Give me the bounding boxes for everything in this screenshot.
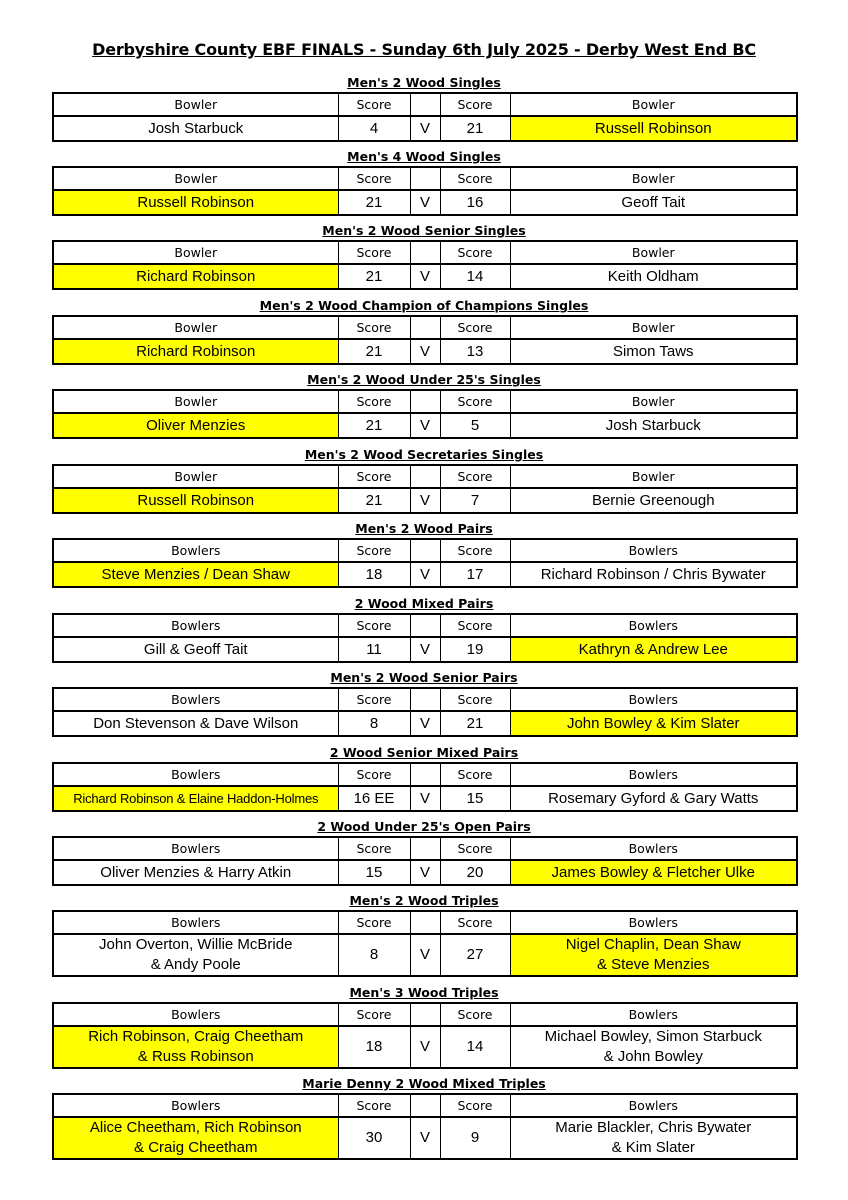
right-score: 13 [440,339,510,364]
score-header: Score [440,167,510,190]
vs-label: V [410,116,440,141]
right-bowler: Simon Taws [510,339,797,364]
right-bowlers-line2: & John Bowley [603,1048,703,1065]
result-row [53,1117,797,1159]
section-heading: Men's 2 Wood Pairs [355,521,493,536]
match-table [52,240,798,290]
result-row [53,116,797,141]
section-heading: 2 Wood Mixed Pairs [354,596,494,611]
bowlers-header: Bowlers [510,1003,797,1026]
section-heading: Men's 2 Wood Secretaries Singles [304,447,544,462]
left-score: 4 [338,116,410,141]
vs-spacer [410,316,440,339]
right-score: 5 [440,413,510,438]
bowlers-header: Bowlers [510,539,797,562]
result-row [53,488,797,513]
left-bowlers-line2: & Andy Poole [150,956,241,973]
section-heading: Men's 4 Wood Singles [347,149,501,164]
left-bowlers-winner: Richard Robinson & Elaine Haddon-Holmes [53,786,338,811]
left-bowler-winner: Oliver Menzies [53,413,338,438]
match-table [52,762,798,812]
vs-spacer [410,167,440,190]
score-header: Score [440,763,510,786]
bowler-header: Bowler [510,316,797,339]
left-score: 21 [338,413,410,438]
header-row [53,539,797,562]
vs-label: V [410,413,440,438]
bowlers-header: Bowlers [53,837,338,860]
right-score: 21 [440,711,510,736]
bowler-header: Bowler [510,465,797,488]
score-header: Score [338,1094,410,1117]
score-header: Score [440,316,510,339]
right-score: 7 [440,488,510,513]
vs-spacer [410,539,440,562]
bowlers-header: Bowlers [53,911,338,934]
right-score: 14 [440,264,510,289]
result-row [53,413,797,438]
left-bowlers-line2: & Craig Cheetham [134,1139,258,1156]
right-bowlers-line2: & Steve Menzies [596,956,710,973]
match-table [52,315,798,365]
score-header: Score [440,241,510,264]
right-bowlers-winner: John Bowley & Kim Slater [510,711,797,736]
right-bowler-winner: Russell Robinson [510,116,797,141]
vs-spacer [410,1003,440,1026]
vs-spacer [410,1094,440,1117]
match-table [52,836,798,886]
vs-spacer [410,688,440,711]
bowler-header: Bowler [53,316,338,339]
vs-spacer [410,614,440,637]
vs-label: V [410,190,440,215]
bowlers-header: Bowlers [510,1094,797,1117]
section-heading: 2 Wood Senior Mixed Pairs [329,745,519,760]
right-bowlers: Rosemary Gyford & Gary Watts [510,786,797,811]
score-header: Score [338,763,410,786]
left-bowlers-winner [53,1026,338,1068]
bowler-header: Bowler [53,241,338,264]
score-header: Score [440,1094,510,1117]
left-score: 21 [338,339,410,364]
result-row [53,562,797,587]
right-score: 19 [440,637,510,662]
section-heading: Marie Denny 2 Wood Mixed Triples [302,1076,546,1091]
score-header: Score [338,390,410,413]
left-score: 18 [338,1026,410,1068]
bowlers-header: Bowlers [510,837,797,860]
header-row [53,93,797,116]
right-bowlers-line1: Nigel Chaplin, Dean Shaw [565,936,741,953]
match-table [52,687,798,737]
bowlers-header: Bowlers [53,1094,338,1117]
right-bowlers-line2: & Kim Slater [611,1139,695,1156]
vs-label: V [410,637,440,662]
header-row [53,241,797,264]
score-header: Score [440,390,510,413]
vs-label: V [410,264,440,289]
bowler-header: Bowler [510,241,797,264]
right-bowler: Keith Oldham [510,264,797,289]
score-header: Score [338,911,410,934]
bowlers-header: Bowlers [510,911,797,934]
vs-label: V [410,1117,440,1159]
score-header: Score [338,465,410,488]
match-table [52,389,798,439]
score-header: Score [338,1003,410,1026]
left-bowler-winner: Russell Robinson [53,488,338,513]
left-bowlers-line1: Alice Cheetham, Rich Robinson [89,1119,302,1136]
match-table [52,1002,798,1069]
left-score: 21 [338,190,410,215]
left-score: 8 [338,934,410,976]
header-row [53,465,797,488]
left-bowlers: Oliver Menzies & Harry Atkin [53,860,338,885]
score-header: Score [338,614,410,637]
vs-spacer [410,93,440,116]
left-bowlers-winner: Steve Menzies / Dean Shaw [53,562,338,587]
right-bowlers-winner: Kathryn & Andrew Lee [510,637,797,662]
bowler-header: Bowler [53,167,338,190]
score-header: Score [440,93,510,116]
vs-spacer [410,837,440,860]
result-row [53,711,797,736]
header-row [53,763,797,786]
right-bowlers [510,1117,797,1159]
right-bowler: Bernie Greenough [510,488,797,513]
score-header: Score [440,837,510,860]
match-table [52,92,798,142]
bowler-header: Bowler [53,390,338,413]
vs-label: V [410,934,440,976]
header-row [53,911,797,934]
result-row [53,934,797,976]
right-score: 14 [440,1026,510,1068]
right-score: 20 [440,860,510,885]
result-row [53,339,797,364]
bowlers-header: Bowlers [53,688,338,711]
left-bowlers-line1: John Overton, Willie McBride [99,936,293,953]
match-table [52,538,798,588]
left-bowler: Josh Starbuck [53,116,338,141]
score-header: Score [440,539,510,562]
score-header: Score [440,465,510,488]
vs-spacer [410,911,440,934]
header-row [53,688,797,711]
bowlers-header: Bowlers [53,1003,338,1026]
result-row [53,637,797,662]
score-header: Score [338,837,410,860]
right-bowlers-winner [510,934,797,976]
right-bowlers-line1: Michael Bowley, Simon Starbuck [544,1028,762,1045]
vs-label: V [410,786,440,811]
score-header: Score [338,93,410,116]
right-score: 9 [440,1117,510,1159]
left-bowler-winner: Richard Robinson [53,264,338,289]
vs-spacer [410,763,440,786]
bowler-header: Bowler [510,390,797,413]
header-row [53,316,797,339]
score-header: Score [338,316,410,339]
section-heading: Men's 2 Wood Champion of Champions Singles [259,298,589,313]
section-heading: Men's 2 Wood Under 25's Singles [307,372,541,387]
vs-spacer [410,241,440,264]
section-heading: Men's 3 Wood Triples [349,985,499,1000]
right-score: 16 [440,190,510,215]
result-row [53,860,797,885]
left-bowlers: Don Stevenson & Dave Wilson [53,711,338,736]
match-table [52,910,798,977]
result-row [53,264,797,289]
header-row [53,614,797,637]
section-heading: Men's 2 Wood Singles [347,75,501,90]
header-row [53,1003,797,1026]
match-table [52,464,798,514]
match-table [52,166,798,216]
result-row [53,1026,797,1068]
bowler-header: Bowler [510,93,797,116]
right-bowlers-winner: James Bowley & Fletcher Ulke [510,860,797,885]
bowler-header: Bowler [53,465,338,488]
vs-label: V [410,1026,440,1068]
right-bowlers [510,1026,797,1068]
bowlers-header: Bowlers [53,614,338,637]
vs-spacer [410,390,440,413]
left-score: 15 [338,860,410,885]
left-score: 8 [338,711,410,736]
score-header: Score [338,241,410,264]
vs-label: V [410,562,440,587]
vs-label: V [410,711,440,736]
left-score: 21 [338,264,410,289]
right-bowler: Geoff Tait [510,190,797,215]
header-row [53,837,797,860]
score-header: Score [338,167,410,190]
header-row [53,167,797,190]
bowlers-header: Bowlers [53,539,338,562]
right-score: 15 [440,786,510,811]
bowlers-header: Bowlers [53,763,338,786]
left-bowler-winner: Richard Robinson [53,339,338,364]
score-header: Score [440,614,510,637]
left-bowler-winner: Russell Robinson [53,190,338,215]
right-score: 21 [440,116,510,141]
header-row [53,1094,797,1117]
result-row [53,190,797,215]
score-header: Score [338,539,410,562]
vs-label: V [410,339,440,364]
bowlers-header: Bowlers [510,614,797,637]
match-table [52,613,798,663]
header-row [53,390,797,413]
right-bowler: Josh Starbuck [510,413,797,438]
right-bowlers: Richard Robinson / Chris Bywater [510,562,797,587]
section-heading: 2 Wood Under 25's Open Pairs [317,819,531,834]
score-header: Score [338,688,410,711]
section-heading: Men's 2 Wood Triples [349,893,499,908]
bowlers-header: Bowlers [510,763,797,786]
left-score: 21 [338,488,410,513]
match-table [52,1093,798,1160]
section-heading: Men's 2 Wood Senior Pairs [330,670,518,685]
left-bowlers: Gill & Geoff Tait [53,637,338,662]
left-score: 11 [338,637,410,662]
left-bowlers-line2: & Russ Robinson [137,1048,254,1065]
bowler-header: Bowler [510,167,797,190]
vs-spacer [410,465,440,488]
vs-label: V [410,860,440,885]
right-score: 17 [440,562,510,587]
score-header: Score [440,688,510,711]
score-header: Score [440,911,510,934]
left-bowlers-line1: Rich Robinson, Craig Cheetham [88,1028,304,1045]
left-bowlers-winner [53,1117,338,1159]
left-score: 18 [338,562,410,587]
vs-label: V [410,488,440,513]
right-bowlers-line1: Marie Blackler, Chris Bywater [555,1119,752,1136]
score-header: Score [440,1003,510,1026]
section-heading: Men's 2 Wood Senior Singles [322,223,526,238]
left-bowlers [53,934,338,976]
page-title: Derbyshire County EBF FINALS - Sunday 6th July 2025 - Derby West End BC [92,40,756,59]
right-score: 27 [440,934,510,976]
left-score: 30 [338,1117,410,1159]
bowler-header: Bowler [53,93,338,116]
result-row [53,786,797,811]
left-score: 16 EE [338,786,410,811]
bowlers-header: Bowlers [510,688,797,711]
